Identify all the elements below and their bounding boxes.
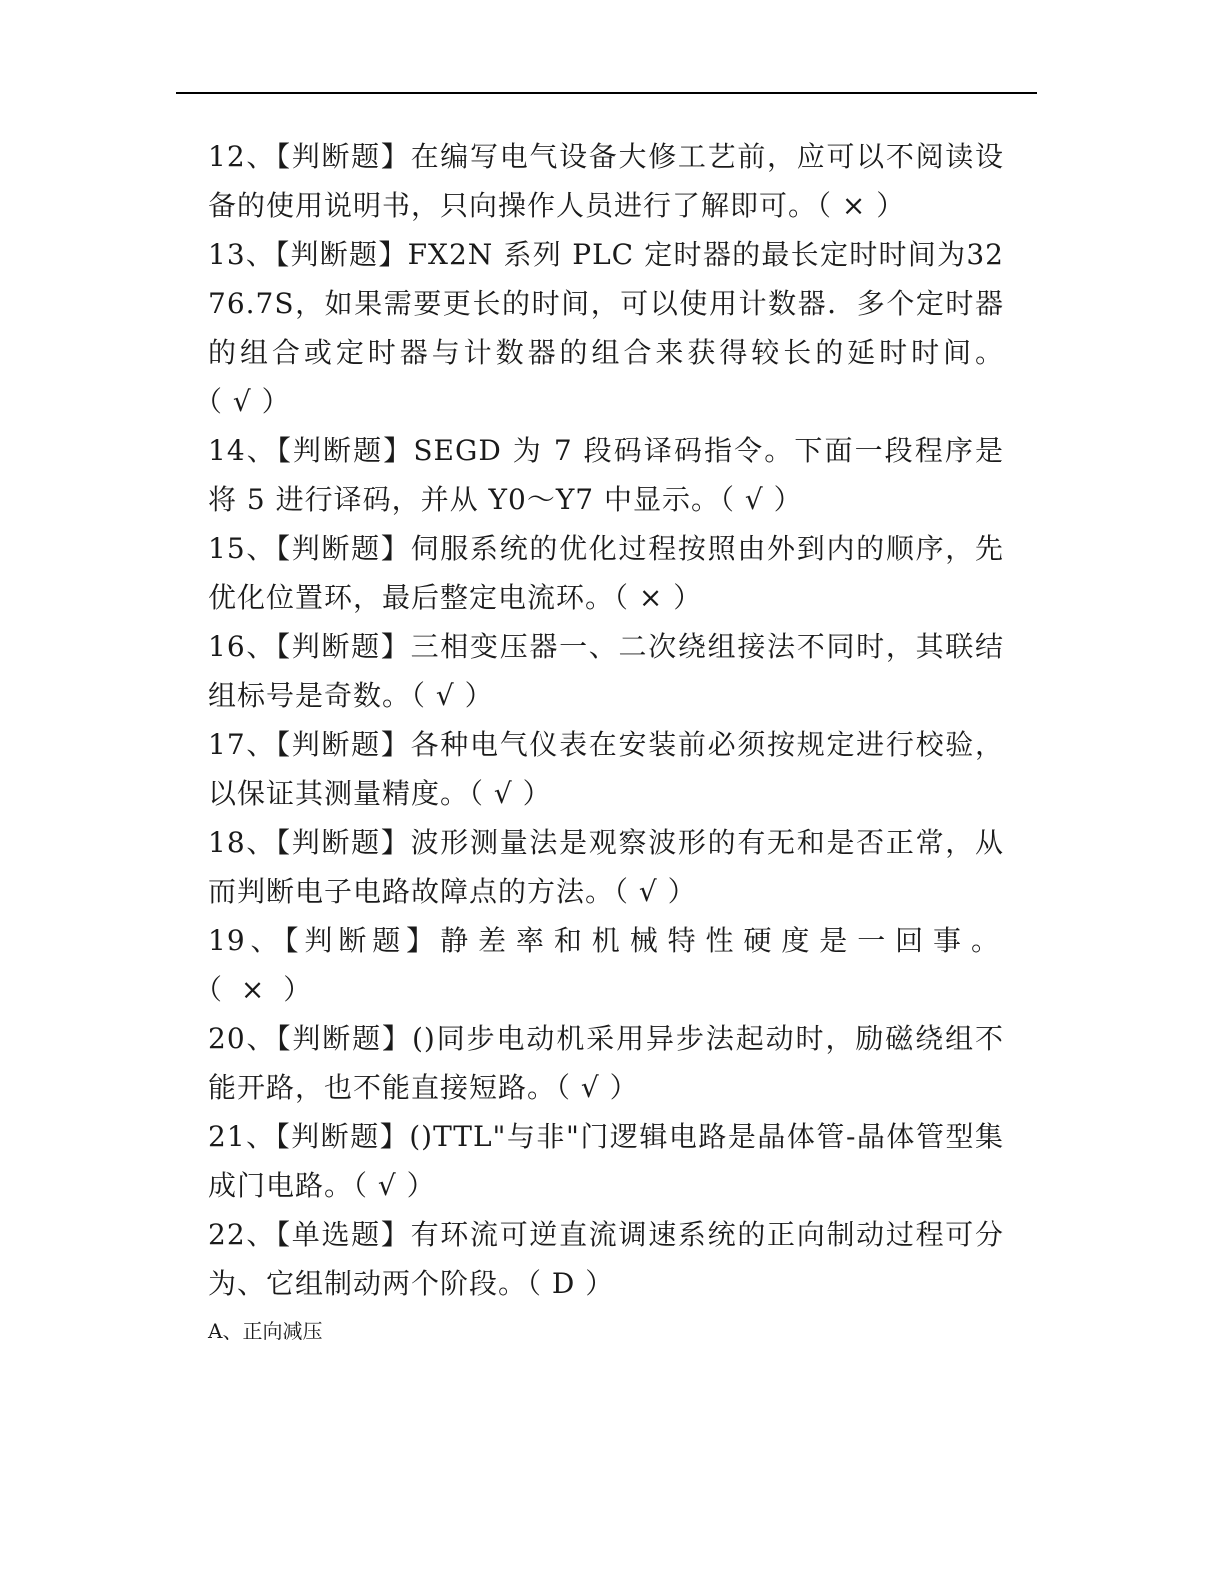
question-13 [208, 230, 1004, 426]
question-text: ()TTL"与非"门逻辑电路是晶体管-晶体管型集成门电路。 [208, 1120, 1004, 1202]
question-number: 13、 [208, 238, 276, 271]
question-answer: （ D ） [527, 1267, 615, 1300]
question-18 [208, 818, 1004, 916]
question-number: 15、 [208, 532, 277, 565]
question-answer: （ √ ） [353, 1169, 436, 1202]
question-answer: （ × ） [614, 581, 703, 614]
option-a: A、正向减压 [208, 1319, 323, 1343]
question-text: 伺服系统的优化过程按照由外到内的顺序，先优化位置环，最后整定电流环。 [208, 532, 1004, 614]
question-type: 【判断题】 [275, 238, 408, 271]
question-number: 17、 [208, 728, 277, 761]
question-20 [208, 1014, 1004, 1112]
question-text: 有环流可逆直流调速系统的正向制动过程可分为、它组制动两个阶段。 [208, 1218, 1004, 1300]
question-list [208, 132, 1004, 1346]
question-type: 【判断题】 [276, 826, 411, 859]
question-type: 【判断题】 [276, 532, 411, 565]
question-type: 【判断题】 [284, 924, 441, 957]
question-answer: （ √ ） [556, 1071, 639, 1104]
question-17 [208, 720, 1004, 818]
question-19 [208, 916, 1004, 1014]
question-type: 【判断题】 [276, 728, 411, 761]
question-15 [208, 524, 1004, 622]
question-answer: （ √ ） [208, 385, 291, 418]
question-type: 【判断题】 [276, 140, 411, 173]
question-text: FX2N 系列 PLC 定时器的最长定时时间为3276.7S，如果需要更长的时间，可以使用计数器．多个定时器的组合或定时器与计数器的组合来获得较长的延时时间。 [208, 238, 1004, 369]
question-number: 21、 [208, 1120, 276, 1153]
question-number: 14、 [208, 434, 277, 467]
question-type: 【判断题】 [275, 1120, 410, 1153]
question-text: 各种电气仪表在安装前必须按规定进行校验，以保证其测量精度。 [208, 728, 1004, 810]
question-type: 【单选题】 [276, 1218, 411, 1251]
question-type: 【判断题】 [276, 1022, 412, 1055]
question-number: 20、 [208, 1022, 277, 1055]
question-type: 【判断题】 [276, 630, 411, 663]
question-text: 静差率和机械特性硬度是一回事。 [440, 924, 1004, 957]
question-answer: （ √ ） [469, 777, 552, 810]
question-number: 19、 [208, 924, 285, 957]
question-number: 16、 [208, 630, 277, 663]
question-14 [208, 426, 1004, 524]
question-answer: （ √ ） [411, 679, 494, 712]
question-text: ()同步电动机采用异步法起动时，励磁绕组不能开路，也不能直接短路。 [208, 1022, 1004, 1104]
question-answer: （ × ） [817, 189, 906, 222]
question-text: SEGD 为 7 段码译码指令。下面一段程序是将 5 进行译码，并从 Y0～Y7 中显示。 [208, 434, 1004, 516]
question-answer: （ √ ） [720, 483, 803, 516]
question-22 [208, 1210, 1004, 1308]
question-text: 在编写电气设备大修工艺前，应可以不阅读设备的使用说明书，只向操作人员进行了解即可。 [208, 140, 1004, 222]
question-number: 22、 [208, 1218, 277, 1251]
question-12 [208, 132, 1004, 230]
question-answer: （ × ） [208, 973, 317, 1006]
question-number: 18、 [208, 826, 277, 859]
question-21 [208, 1112, 1004, 1210]
header-rule [176, 92, 1037, 94]
question-text: 波形测量法是观察波形的有无和是否正常，从而判断电子电路故障点的方法。 [208, 826, 1004, 908]
question-16 [208, 622, 1004, 720]
question-answer: （ √ ） [614, 875, 697, 908]
question-type: 【判断题】 [276, 434, 414, 467]
question-number: 12、 [208, 140, 277, 173]
question-text: 三相变压器一、二次绕组接法不同时，其联结组标号是奇数。 [208, 630, 1004, 712]
